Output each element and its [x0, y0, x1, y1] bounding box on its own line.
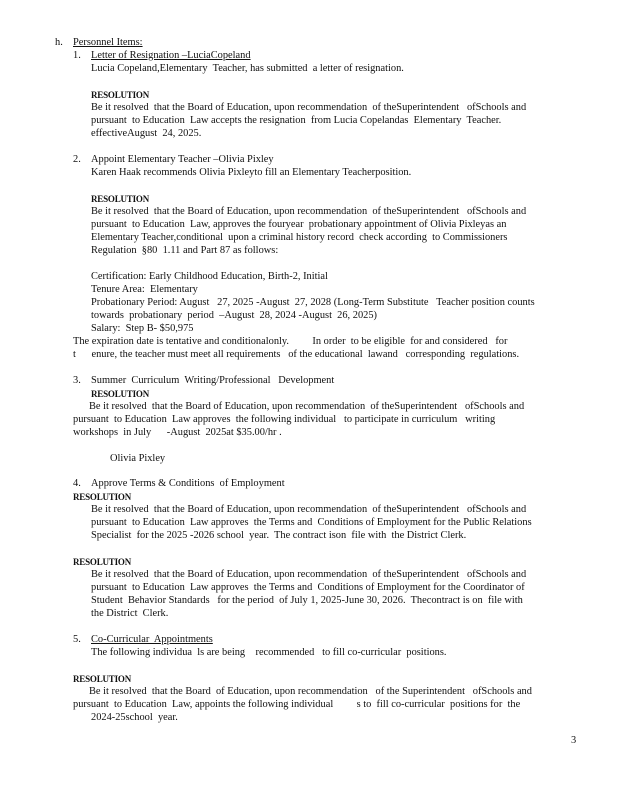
item2-detail-line: Probationary Period: August 27, 2025 -August 27, 2028 (Long-Term Substitute Teacher position counts — [91, 297, 535, 308]
item4-resolution-line: Be it resolved that the Board of Education, upon recommendation of theSuperintendent ofSchools and — [91, 569, 527, 580]
item4-number: 4. — [73, 478, 81, 489]
item2-detail-line: Salary: Step B- $50,975 — [91, 323, 194, 334]
item5-resolution-label: RESOLUTION — [73, 674, 132, 684]
item5-resolution-line: Be it resolved that the Board of Education, upon recommendation of the Superintendent ofSchools and — [89, 686, 532, 697]
item1-resolution-line: pursuant to Education Law accepts the resignation from Lucia Copelandas Elementary Teacher. — [91, 115, 502, 126]
section-title: Personnel Items: — [73, 37, 143, 48]
item5-resolution-line: pursuant to Education Law, appoints the following individual s to fill co-curricular positions for the — [73, 699, 521, 710]
item4-resolution-line: Specialist for the 2025 -2026 school year. The contract ison file with the District Clerk. — [91, 530, 467, 541]
item2-resolution-line: Be it resolved that the Board of Education, upon recommendation of theSuperintendent ofSchools and — [91, 206, 527, 217]
item2-detail-line: towards probationary period –August 28, 2024 -August 26, 2025) — [91, 310, 377, 321]
item2-detail-line: Certification: Early Childhood Education, Birth-2, Initial — [91, 271, 328, 282]
item2-number: 2. — [73, 154, 81, 165]
item5-resolution-line: 2024-25school year. — [91, 712, 178, 723]
item2-resolution-label: RESOLUTION — [91, 194, 150, 204]
item2-description: Karen Haak recommends Olivia Pixleyto fill an Elementary Teacherposition. — [91, 167, 412, 178]
item1-resolution-label: RESOLUTION — [91, 90, 150, 100]
item3-resolution-line: Be it resolved that the Board of Education, upon recommendation of theSuperintendent ofSchools and — [89, 401, 525, 412]
page-number: 3 — [571, 735, 577, 746]
item3-person: Olivia Pixley — [110, 453, 166, 464]
item5-title: Co-Curricular Appointments — [91, 634, 213, 645]
item1-number: 1. — [73, 50, 81, 61]
item2-note-line: t enure, the teacher must meet all requirements of the educational lawand corresponding regulations. — [73, 349, 520, 360]
section-letter: h. — [55, 37, 63, 48]
item1-title: Letter of Resignation –LuciaCopeland — [91, 50, 251, 61]
item4-resolution-line: pursuant to Education Law approves the Terms and Conditions of Employment for the Coordinator of — [91, 582, 525, 593]
item2-resolution-line: Elementary Teacher,conditional upon a criminal history record check according to Commissioners — [91, 232, 508, 243]
item4-resolution-label: RESOLUTION — [73, 492, 132, 502]
item4-title: Approve Terms & Conditions of Employment — [91, 478, 285, 489]
item3-resolution-line: pursuant to Education Law approves the following individual to participate in curriculum writing — [73, 414, 496, 425]
item4-resolution-line: pursuant to Education Law approves the Terms and Conditions of Employment for the Public Relations — [91, 517, 532, 528]
item4-resolution-line: Be it resolved that the Board of Education, upon recommendation of theSuperintendent ofSchools and — [91, 504, 527, 515]
item1-resolution-line: effectiveAugust 24, 2025. — [91, 128, 202, 139]
item1-resolution-line: Be it resolved that the Board of Education, upon recommendation of theSuperintendent ofSchools and — [91, 102, 527, 113]
item2-resolution-line: Regulation §80 1.11 and Part 87 as follows: — [91, 245, 279, 256]
item3-resolution-label: RESOLUTION — [91, 389, 150, 399]
item1-description: Lucia Copeland,Elementary Teacher, has submitted a letter of resignation. — [91, 63, 404, 74]
item5-number: 5. — [73, 634, 81, 645]
item4-resolution-line: Student Behavior Standards for the period of July 1, 2025-June 30, 2026. Thecontract is on file with — [91, 595, 523, 606]
item4-resolution-label: RESOLUTION — [73, 557, 132, 567]
item5-description: The following individua ls are being recommended to fill co-curricular positions. — [91, 647, 447, 658]
item4-resolution-line: the District Clerk. — [91, 608, 169, 619]
item3-resolution-line: workshops in July -August 2025at $35.00/hr . — [73, 427, 282, 438]
item2-detail-line: Tenure Area: Elementary — [91, 284, 198, 295]
item3-title: Summer Curriculum Writing/Professional Development — [91, 375, 335, 386]
item3-number: 3. — [73, 375, 81, 386]
item2-resolution-line: pursuant to Education Law, approves the fouryear probationary appointment of Olivia Pixleyas an — [91, 219, 507, 230]
item2-title: Appoint Elementary Teacher –Olivia Pixley — [91, 154, 274, 165]
item2-note-line: The expiration date is tentative and conditionalonly. In order to be eligible for and considered for — [73, 336, 508, 347]
